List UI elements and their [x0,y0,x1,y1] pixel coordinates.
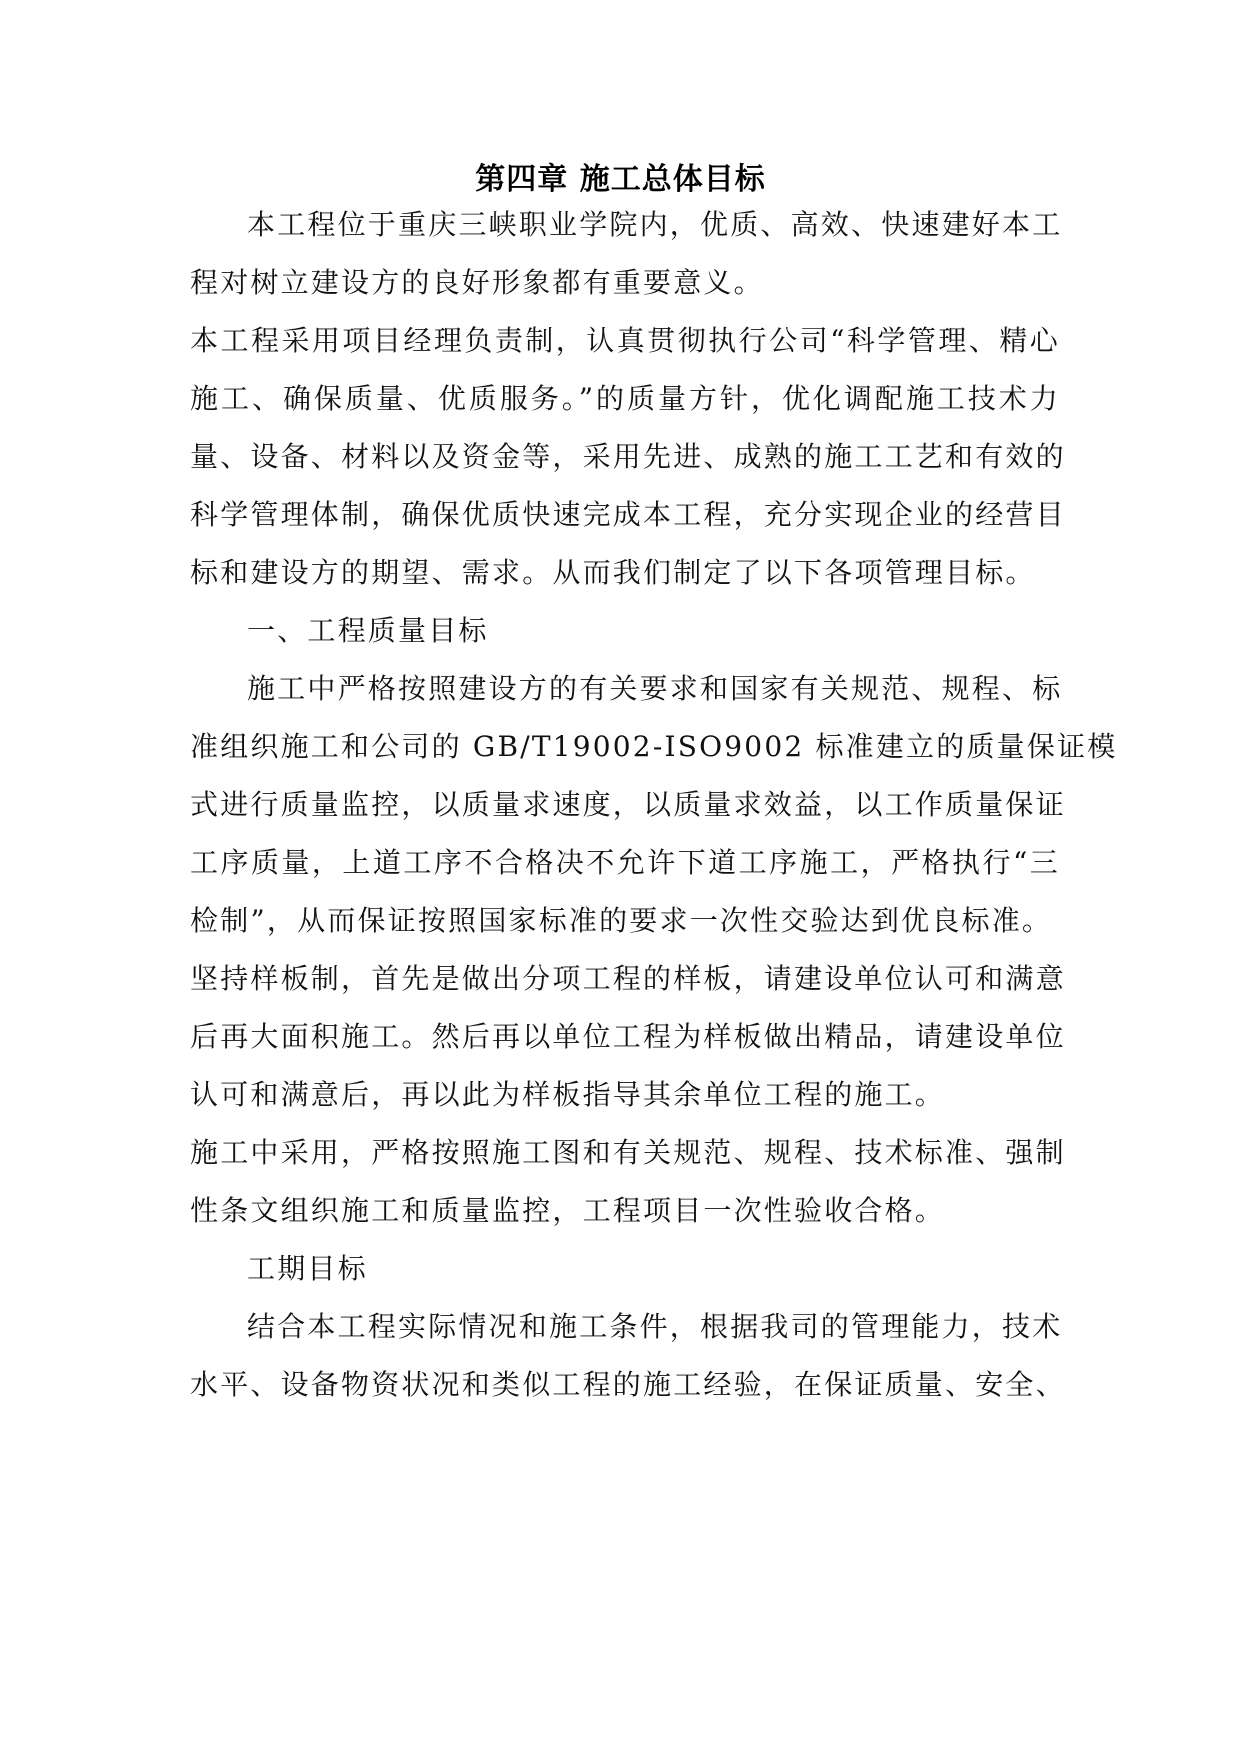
paragraph-line: 式进行质量监控，以质量求速度，以质量求效益，以工作质量保证 [190,788,1066,821]
paragraph-line: 标和建设方的期望、需求。从而我们制定了以下各项管理目标。 [190,556,1036,589]
paragraph-line: 认可和满意后，再以此为样板指导其余单位工程的施工。 [190,1078,946,1111]
paragraph-line: 施工、确保质量、优质服务。”的质量方针，优化调配施工技术力 [190,382,1060,415]
section-heading: 一、工程质量目标 [247,614,489,647]
paragraph-line: 量、设备、材料以及资金等，采用先进、成熟的施工工艺和有效的 [190,440,1066,473]
paragraph-line: 科学管理体制，确保优质快速完成本工程，充分实现企业的经营目 [190,498,1066,531]
paragraph-line: 本工程位于重庆三峡职业学院内，优质、高效、快速建好本工 [247,208,1063,241]
paragraph-line: 施工中采用，严格按照施工图和有关规范、规程、技术标准、强制 [190,1136,1066,1169]
paragraph-line: 准组织施工和公司的 GB/T19002-ISO9002 标准建立的质量保证模 [190,730,1118,763]
paragraph-line: 本工程采用项目经理负责制，认真贯彻执行公司“科学管理、精心 [190,324,1060,357]
section-heading: 工期目标 [247,1252,368,1285]
paragraph-line: 检制”，从而保证按照国家标准的要求一次性交验达到优良标准。 [190,904,1053,937]
paragraph-line: 坚持样板制，首先是做出分项工程的样板，请建设单位认可和满意 [190,962,1066,995]
chapter-title: 第四章 施工总体目标 [475,162,766,197]
paragraph-line: 后再大面积施工。然后再以单位工程为样板做出精品，请建设单位 [190,1020,1066,1053]
paragraph-line: 程对树立建设方的良好形象都有重要意义。 [190,266,764,299]
paragraph-line: 性条文组织施工和质量监控，工程项目一次性验收合格。 [190,1194,946,1227]
paragraph-line: 结合本工程实际情况和施工条件，根据我司的管理能力，技术 [247,1310,1063,1343]
paragraph-line: 工序质量，上道工序不合格决不允许下道工序施工，严格执行“三 [190,846,1060,879]
paragraph-line: 水平、设备物资状况和类似工程的施工经验，在保证质量、安全、 [190,1368,1066,1401]
paragraph-line: 施工中严格按照建设方的有关要求和国家有关规范、规程、标 [247,672,1063,705]
